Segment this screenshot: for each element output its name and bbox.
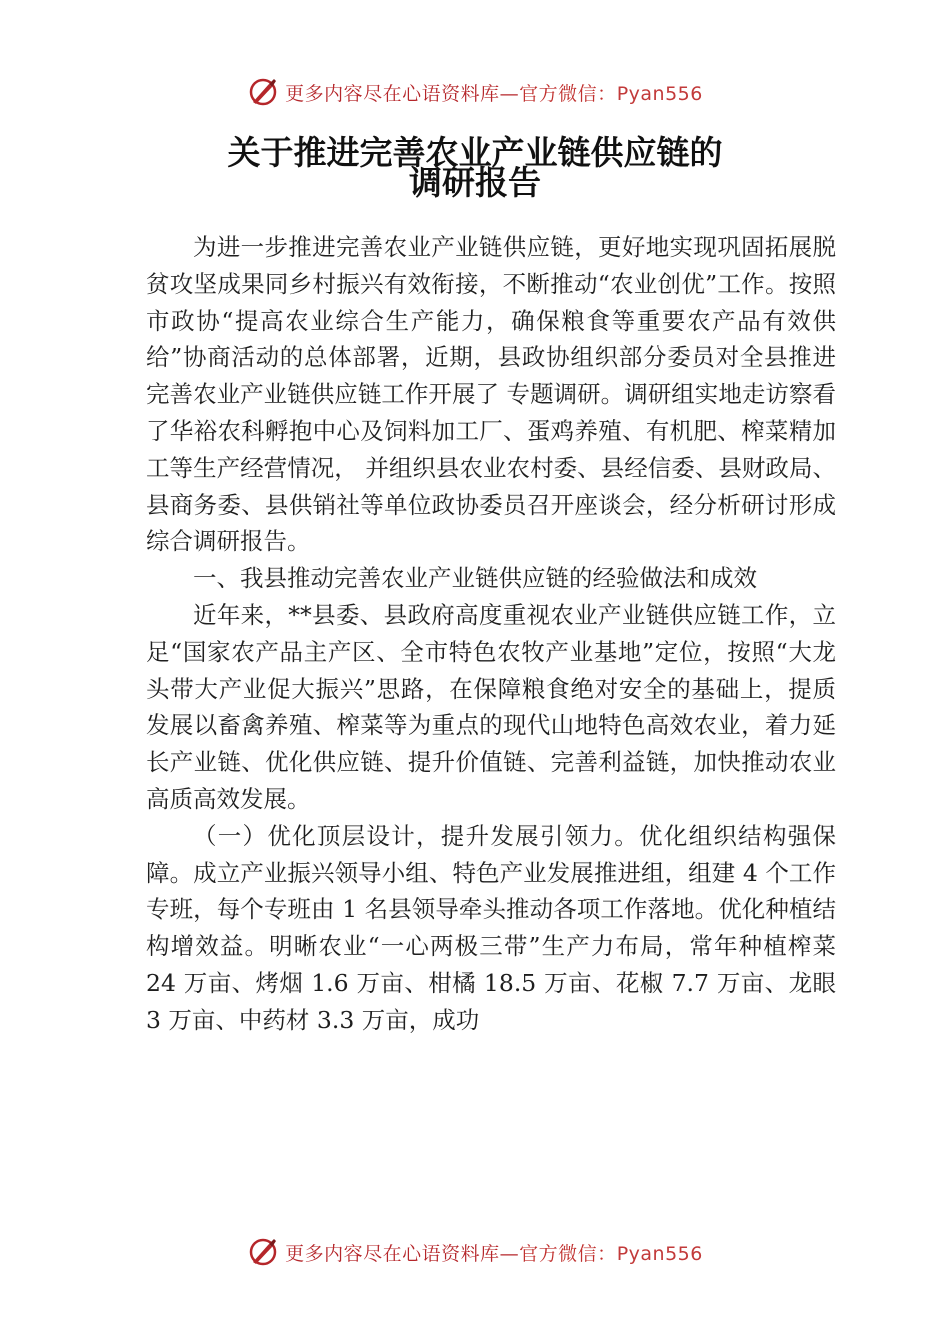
document-title-line-2: 调研报告: [409, 163, 541, 202]
header-watermark: [0, 72, 950, 112]
watermark-text: 更多内容尽在心语资料库—官方微信：Pyan556: [285, 1242, 703, 1265]
pen-logo-icon: [247, 1236, 279, 1268]
pen-logo-icon: [247, 76, 279, 108]
paragraph-overview: 近年来，**县委、县政府高度重视农业产业链供应链工作，立足“国家农产品主产区、全市特色农牧产业基地”定位，按照“大龙头带大产业促大振兴”思路，在保障粮食绝对安全的基础上，提质发展以畜禽养殖、榨菜等为重点的现代山地特色高效农业，着力延长产业链、优化供应链、提升价值链、完善利益链，加快推动农业高质高效发展。: [146, 600, 836, 813]
section-heading: 一、我县推动完善农业产业链供应链的经验做法和成效: [193, 564, 757, 593]
paragraph-intro: 为进一步推进完善农业产业链供应链，更好地实现巩固拓展脱贫攻坚成果同乡村振兴有效衔接，不断推动“农业创优”工作。按照市政协“提高农业综合生产能力，确保粮食等重要农产品有效供给”协商活动的总体部署，近期，县政协组织部分委员对全县推进完善农业产业链供应链工作开展了 专题调研。调研组实地走访察看了华裕农科孵抱中心及饲料加工厂、蛋鸡养殖、有机肥、榨菜精加工等生产经营情况， 并组织县农业农村委、县经信委、县财政局、县商务委、县供销社等单位政协委员召开座谈会，经分析研讨形成综合调研报告。: [146, 233, 836, 556]
paragraph-subsection-1: （一）优化顶层设计，提升发展引领力。优化组织结构强保障。成立产业振兴领导小组、特色产业发展推进组，组建 4 个工作专班，每个专班由 1 名县领导牵头推动各项工作落地。优化种植结构增效益。明晰农业“一心两极三带”生产力布局，常年种植榨菜 24 万亩、烤烟 1.6 万亩、柑橘 18.5 万亩、花椒 7.7 万亩、龙眼 3 万亩、中药材 3.3 万亩，成功: [146, 821, 836, 1034]
document-title-line-1: 关于推进完善农业产业链供应链的: [227, 133, 723, 172]
footer-watermark: [0, 1232, 950, 1272]
watermark-text: 更多内容尽在心语资料库—官方微信：Pyan556: [285, 82, 703, 105]
document-body: [146, 229, 836, 1039]
